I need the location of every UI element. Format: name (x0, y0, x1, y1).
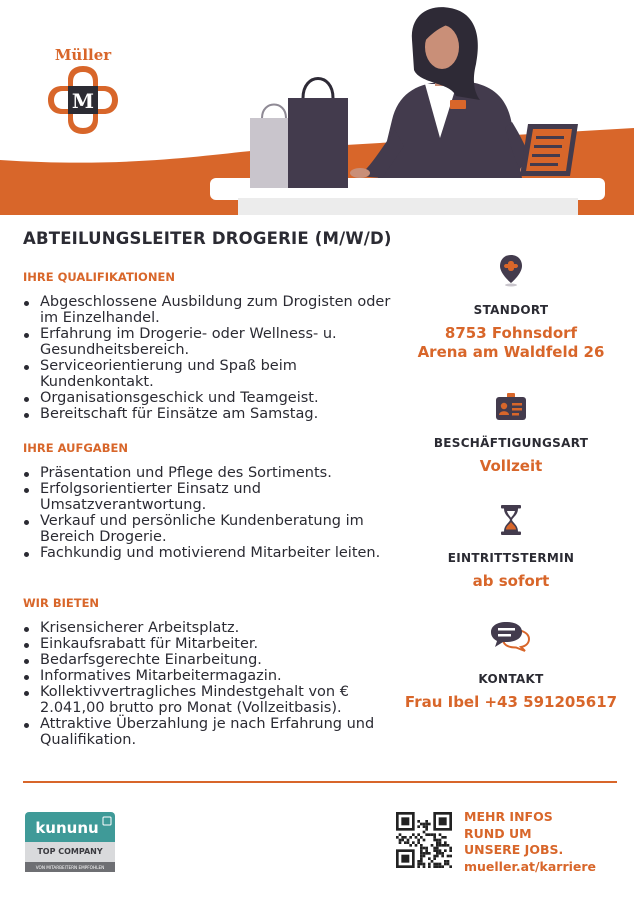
more-info-block (464, 809, 596, 875)
location-line2: Arena am Waldfeld 26 (417, 343, 605, 361)
employment-label: BESCHÄFTIGUNGSART (433, 436, 589, 450)
location-label: STANDORT (473, 303, 549, 317)
list-item: Abgeschlossene Ausbildung zum Drogisten oder im Einzelhandel. (23, 294, 398, 326)
section-heading-qualifications: IHRE QUALIFIKATIONEN (23, 270, 175, 284)
logo-letter: M (71, 89, 95, 113)
id-badge-icon (494, 392, 528, 422)
footer-divider (23, 781, 617, 783)
chat-bubbles-icon (489, 620, 533, 652)
list-item: Erfahrung im Drogerie- oder Wellness- u. Gesundheitsbereich. (23, 326, 398, 358)
employment-value: Vollzeit (479, 457, 543, 475)
list-item: Verkauf und persönliche Kundenberatung im Bereich Drogerie. (23, 513, 398, 545)
start-date-value: ab sofort (472, 572, 550, 590)
tasks-list (23, 465, 398, 561)
brand-name: Müller (54, 46, 112, 64)
contact-block (400, 620, 622, 712)
hourglass-icon (499, 504, 523, 536)
kununu-caption: VON MITARBEITERN EMPFOHLEN (35, 865, 105, 870)
list-item: Informatives Mitarbeitermagazin. (23, 668, 398, 684)
list-item: Bereitschaft für Einsätze am Samstag. (23, 406, 398, 422)
qualifications-list (23, 294, 398, 422)
location-line1: 8753 Fohnsdorf (444, 324, 578, 342)
list-item: Erfolgsorientierter Einsatz und Umsatzverantwortung. (23, 481, 398, 513)
info-line-2: RUND UM (464, 825, 532, 841)
careers-link[interactable]: mueller.at/karriere (464, 858, 597, 874)
offers-list (23, 620, 398, 748)
location-block (400, 253, 622, 362)
list-item: Krisensicherer Arbeitsplatz. (23, 620, 398, 636)
list-item: Attraktive Überzahlung je nach Erfahrung und Qualifikation. (23, 716, 398, 748)
start-date-block (400, 504, 622, 591)
list-item: Präsentation und Pflege des Sortiments. (23, 465, 398, 481)
section-heading-tasks: IHRE AUFGABEN (23, 441, 128, 455)
list-item: Serviceorientierung und Spaß beim Kundenkontakt. (23, 358, 398, 390)
qr-code (396, 810, 452, 870)
employment-block (400, 392, 622, 476)
qr-code-icon (396, 810, 452, 870)
contact-value: Frau Ibel +43 591205617 (404, 693, 618, 711)
kununu-award-icon (25, 812, 115, 872)
mueller-logo-mark (48, 66, 118, 134)
kununu-badge (25, 812, 115, 872)
list-item: Kollektivvertragliches Mindestgehalt von € 2.041,00 brutto pro Monat (Vollzeitbasis). (23, 684, 398, 716)
kununu-award: TOP COMPANY (37, 847, 103, 856)
list-item: Organisationsgeschick und Teamgeist. (23, 390, 398, 406)
list-item: Einkaufsrabatt für Mitarbeiter. (23, 636, 398, 652)
section-heading-offers: WIR BIETEN (23, 596, 100, 610)
list-item: Bedarfsgerechte Einarbeitung. (23, 652, 398, 668)
store-counter-illustration (0, 0, 634, 215)
kununu-brand: kununu (35, 819, 99, 837)
info-line-1: MEHR INFOS (464, 809, 553, 824)
hero-illustration (0, 0, 634, 215)
start-date-label: EINTRITTSTERMIN (447, 551, 575, 565)
list-item: Fachkundig und motivierend Mitarbeiter leiten. (23, 545, 398, 561)
info-line-3: UNSERE JOBS. (464, 842, 564, 857)
job-title: ABTEILUNGSLEITER DROGERIE (M/W/D) (23, 229, 392, 248)
contact-label: KONTAKT (478, 672, 544, 686)
location-pin-icon (496, 253, 526, 287)
